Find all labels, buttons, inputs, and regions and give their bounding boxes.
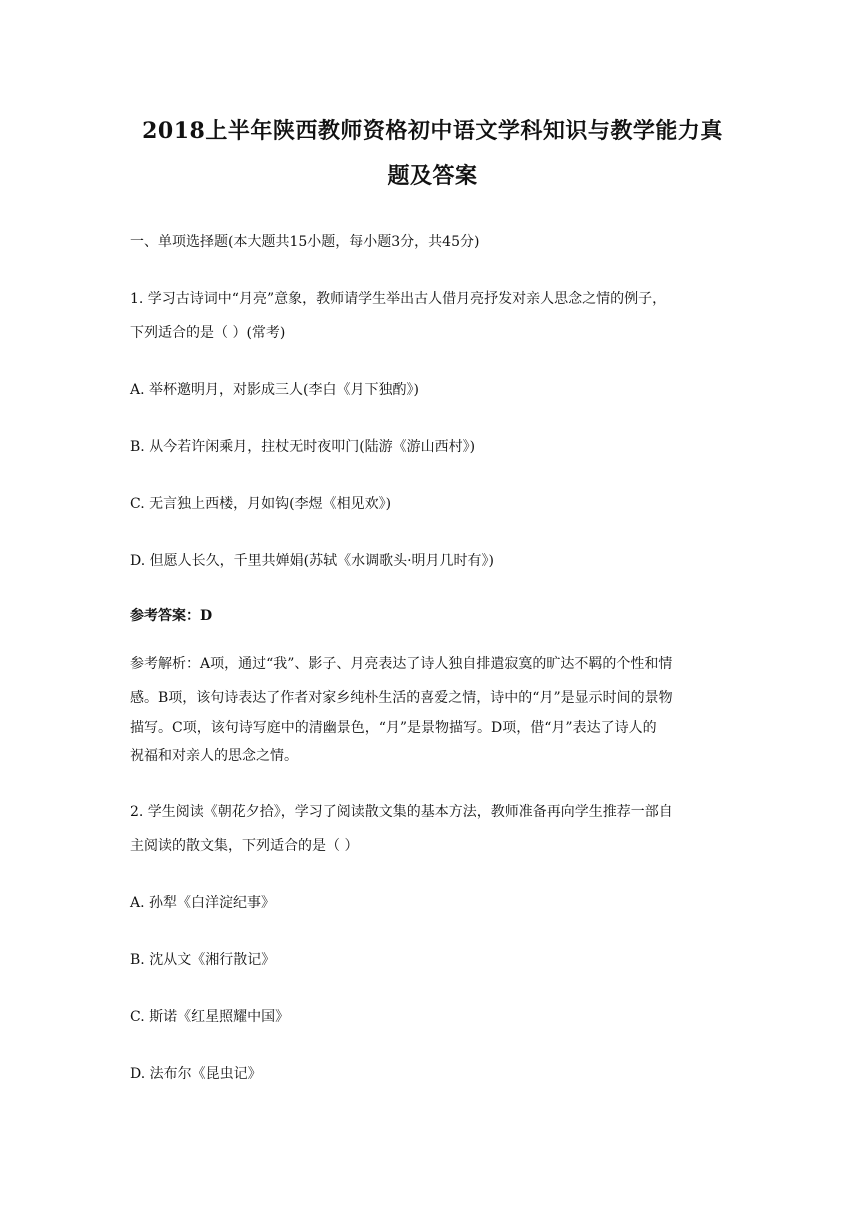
- question-2-option-b: B. 沈从文《湘行散记》: [130, 952, 276, 968]
- document-title-line-1: 2018上半年陕西教师资格初中语文学科知识与教学能力真: [142, 118, 723, 144]
- question-2-option-c: C. 斯诺《红星照耀中国》: [130, 1009, 290, 1025]
- question-2-option-a: A. 孙犁《白洋淀纪事》: [130, 895, 276, 911]
- question-1-option-c: C. 无言独上西楼，月如钩(李煜《相见欢》): [130, 496, 392, 512]
- question-1-option-d: D. 但愿人长久，千里共婵娟(苏轼《水调歌头·明月几时有》): [130, 553, 494, 569]
- question-1-analysis-line-4: 祝福和对亲人的思念之情。: [130, 748, 298, 764]
- question-1-analysis-line-3: 描写。C项，该句诗写庭中的清幽景色，“月”是景物描写。D项，借“月”表达了诗人的: [130, 720, 657, 736]
- document-title-line-2: 题及答案: [387, 163, 478, 189]
- question-1-option-a: A. 举杯邀明月，对影成三人(李白《月下独酌》): [130, 382, 419, 398]
- question-1-answer: 参考答案：D: [130, 608, 213, 624]
- question-1-analysis-line-2: 感。B项，该句诗表达了作者对家乡纯朴生活的喜爱之情，诗中的“月”是显示时间的景物: [130, 690, 673, 706]
- question-1-stem-line-1: 1. 学习古诗词中“月亮”意象，教师请学生举出古人借月亮抒发对亲人思念之情的例子，: [130, 291, 667, 307]
- question-1-analysis-line-1: 参考解析：A项，通过“我”、影子、月亮表达了诗人独自排遣寂寞的旷达不羁的个性和情: [130, 656, 673, 672]
- question-1-stem-line-2: 下列适合的是（ ）(常考): [130, 325, 286, 341]
- question-2-stem-line-2: 主阅读的散文集，下列适合的是（ ）: [130, 838, 359, 854]
- question-2-stem-line-1: 2. 学生阅读《朝花夕拾》，学习了阅读散文集的基本方法，教师准备再向学生推荐一部自: [130, 804, 673, 820]
- section-heading: 一、单项选择题(本大题共15小题，每小题3分，共45分): [130, 234, 480, 250]
- question-1-option-b: B. 从今若许闲乘月，拄杖无时夜叩门(陆游《游山西村》): [130, 439, 476, 455]
- question-2-option-d: D. 法布尔《昆虫记》: [130, 1066, 262, 1082]
